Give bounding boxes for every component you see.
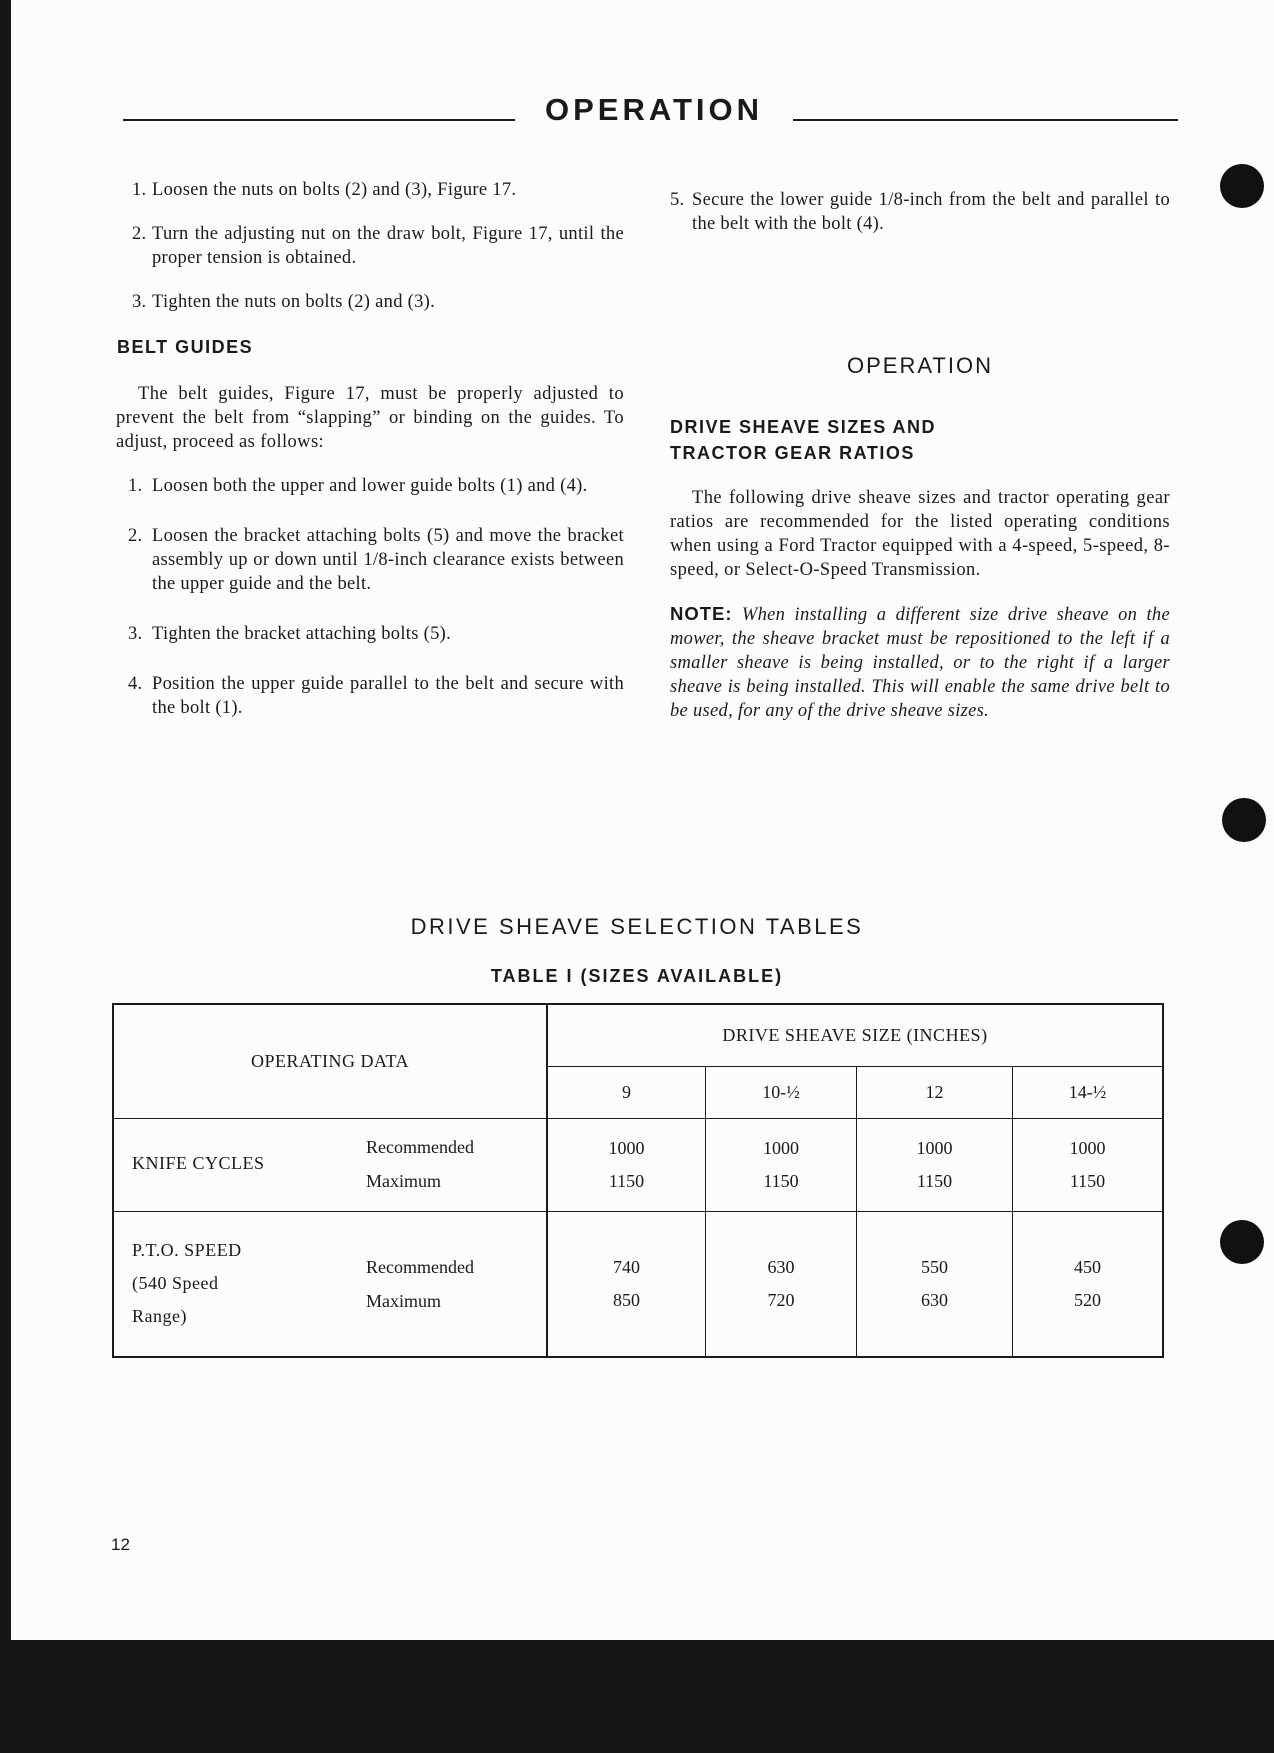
recommended-value: 450 [1074,1256,1101,1277]
row-kinds [366,1130,474,1198]
size-cell: 14-½ [1013,1066,1164,1118]
value-cell [706,1118,857,1211]
maximum-value: 1150 [763,1170,799,1191]
maximum-value: 850 [613,1289,640,1310]
step-text: Secure the lower guide 1/8-inch from the belt and parallel to the belt with the bolt (4). [692,190,1170,234]
guide-step [116,672,624,720]
scan-border-bottom [0,1640,1274,1753]
maximum-value: 520 [1074,1289,1101,1310]
kind-maximum: Maximum [366,1290,441,1311]
size-cell: 12 [857,1066,1013,1118]
belt-guides-heading: BELT GUIDES [117,337,254,357]
binder-hole-bottom [1220,1220,1264,1264]
recommended-value: 740 [613,1256,640,1277]
belt-guides-intro: The belt guides, Figure 17, must be properly adjusted to prevent the belt from “slapping” or binding on the guides. To adjust, proceed as follows: [116,384,624,452]
step-number: 1. [128,476,143,496]
page-number: 12 [111,1535,130,1554]
recommended-value: 1000 [916,1137,953,1158]
recommended-value: 1000 [1069,1137,1106,1158]
adjust-steps-list [116,178,624,314]
right-column [670,188,1170,723]
kind-maximum: Maximum [366,1170,441,1191]
note-label: NOTE: [670,603,733,624]
belt-guides-steps [116,474,624,720]
drive-sheave-text: The following drive sheave sizes and tractor operating gear ratios are recommended for the listed operating conditions when using a Ford Tractor equipped with a 4-speed, 5-speed, 8-speed, or Select-O-Speed Transmission. [670,488,1170,580]
guide-step [116,622,624,646]
recommended-value: 1000 [608,1137,645,1158]
guide-step [670,188,1170,236]
recommended-value: 1000 [763,1137,799,1158]
step-text: Tighten the bracket attaching bolts (5). [152,624,452,644]
guide-step [116,524,624,596]
row-label-line: (540 Speed [132,1272,219,1293]
note-paragraph [670,602,1170,723]
drive-sheave-heading-line2: TRACTOR GEAR RATIOS [670,443,915,463]
size-cell: 9 [547,1066,706,1118]
scan-border-left [0,0,11,1650]
operation-heading: OPERATION [847,353,993,378]
drive-sheave-heading [670,414,1170,466]
adjust-step [116,290,624,314]
table-subtitle: TABLE I (SIZES AVAILABLE) [490,966,784,986]
step-number: 5. [670,190,685,210]
page-header [123,92,1178,140]
recommended-value: 550 [921,1256,948,1277]
row-label: KNIFE CYCLES [132,1152,265,1173]
row-label-cell [113,1211,547,1357]
tables-title: DRIVE SHEAVE SELECTION TABLES [410,914,864,939]
row-label-cell [113,1118,547,1211]
guide-step-5-list [670,188,1170,236]
operating-data-header: OPERATING DATA [113,1004,547,1118]
header-rule-left [123,119,515,121]
step-number: 2. [128,526,143,546]
step-text: Tighten the nuts on bolts (2) and (3). [152,292,436,312]
step-text: Loosen the nuts on bolts (2) and (3), Figure 17. [152,180,517,200]
value-cell [547,1211,706,1357]
left-column [116,178,624,746]
row-label-line: P.T.O. SPEED [132,1239,242,1260]
value-cell [857,1211,1013,1357]
value-cell [706,1211,857,1357]
value-cell [857,1118,1013,1211]
binder-hole-top [1220,164,1264,208]
drive-sheave-table [112,1003,1164,1358]
table-header-row [113,1004,1163,1066]
step-text: Loosen both the upper and lower guide bolts (1) and (4). [152,476,588,496]
table-row [113,1118,1163,1211]
value-cell [1013,1118,1164,1211]
value-cell [1013,1211,1164,1357]
step-text: Turn the adjusting nut on the draw bolt, Figure 17, until the proper tension is obtained. [152,224,624,268]
table-row [113,1211,1163,1357]
step-number: 3. [128,624,143,644]
maximum-value: 720 [767,1289,795,1310]
kind-recommended: Recommended [366,1256,474,1277]
step-number: 2. [132,224,147,244]
adjust-step [116,222,624,270]
row-kinds [366,1250,474,1318]
drive-sheave-heading-line1: DRIVE SHEAVE SIZES AND [670,417,937,437]
header-rule-right [793,119,1178,121]
maximum-value: 1150 [916,1170,953,1191]
maximum-value: 630 [921,1289,948,1310]
note-text: When installing a different size drive sheave on the mower, the sheave bracket must be repositioned to the left if a smaller sheave is being installed, or to the right if a larger sheave is being installed. This will enable the same drive belt to be used, for any of the drive sheave sizes. [670,605,1170,721]
row-label-line: Range) [132,1305,187,1326]
kind-recommended: Recommended [366,1136,474,1157]
step-number: 4. [128,674,143,694]
value-cell [547,1118,706,1211]
step-number: 1. [132,180,147,200]
recommended-value: 630 [767,1256,795,1277]
adjust-step [116,178,624,202]
sheave-size-header: DRIVE SHEAVE SIZE (INCHES) [547,1004,1163,1066]
maximum-value: 1150 [1069,1170,1106,1191]
row-label [132,1234,242,1333]
step-text: Position the upper guide parallel to the belt and secure with the bolt (1). [152,674,624,718]
step-number: 3. [132,292,147,312]
size-cell: 10-½ [706,1066,857,1118]
page-title: OPERATION [545,92,763,127]
maximum-value: 1150 [608,1170,645,1191]
step-text: Loosen the bracket attaching bolts (5) and move the bracket assembly up or down until 1/8-inch clearance exists between the upper guide and the belt. [152,526,624,594]
binder-hole-middle [1222,798,1266,842]
guide-step [116,474,624,498]
